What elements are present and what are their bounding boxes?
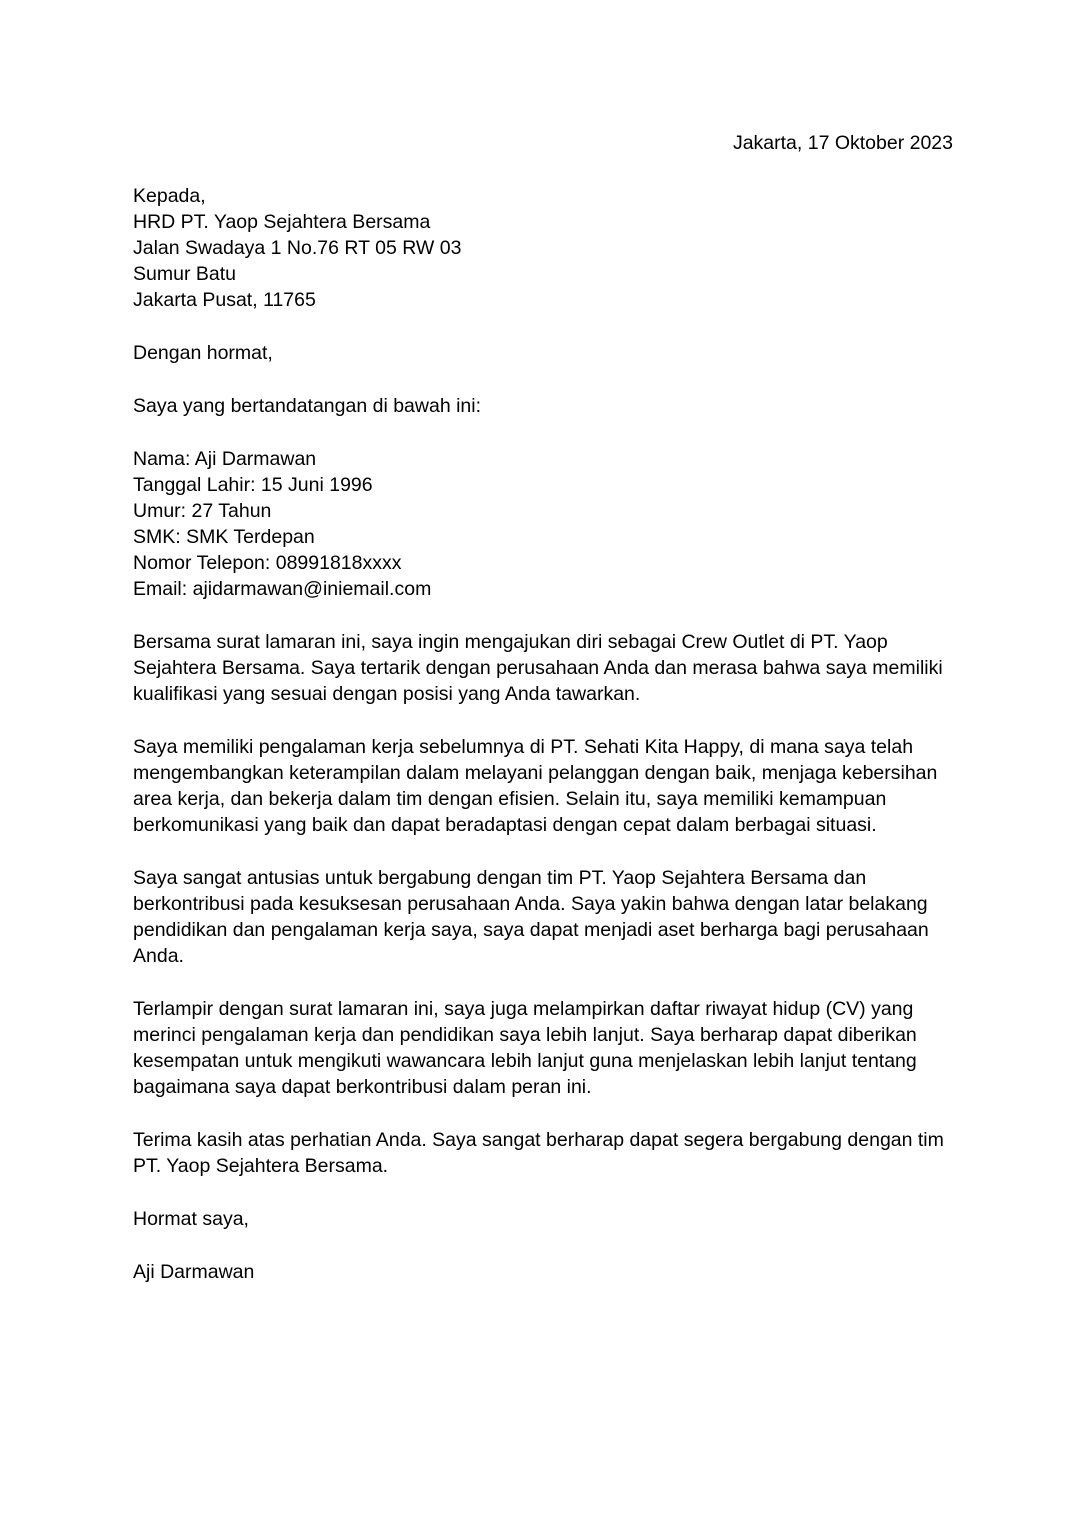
salutation: Dengan hormat, xyxy=(133,342,273,364)
recipient-line: Sumur Batu xyxy=(133,263,236,285)
recipient-line: Jalan Swadaya 1 No.76 RT 05 RW 03 xyxy=(133,237,462,259)
personal-detail-line: SMK: SMK Terdepan xyxy=(133,526,315,548)
personal-detail-line: Email: ajidarmawan@iniemail.com xyxy=(133,578,432,600)
recipient-line: Kepada, xyxy=(133,185,206,207)
recipient-block xyxy=(133,183,953,313)
recipient-line: HRD PT. Yaop Sejahtera Bersama xyxy=(133,211,431,233)
body-paragraph-attachment: Terlampir dengan surat lamaran ini, saya juga melampirkan daftar riwayat hidup (CV) yang merinci pengalaman kerja dan pendidikan saya lebih lanjut. Saya berharap dapat diberikan kesempatan untuk mengikuti wawancara lebih lanjut guna menjelaskan lebih lanjut tentang bagaimana saya dapat berkontribusi dalam peran ini. xyxy=(133,998,917,1098)
personal-detail-line: Umur: 27 Tahun xyxy=(133,500,272,522)
body-paragraph-enthusiasm: Saya sangat antusias untuk bergabung dengan tim PT. Yaop Sejahtera Bersama dan berkontribusi pada kesuksesan perusahaan Anda. Saya yakin bahwa dengan latar belakang pendidikan dan pengalaman kerja saya, saya dapat menjadi aset berharga bagi perusahaan Anda. xyxy=(133,867,929,967)
body-paragraph-experience: Saya memiliki pengalaman kerja sebelumnya di PT. Sehati Kita Happy, di mana saya telah mengembangkan keterampilan dalam melayani pelanggan dengan baik, menjaga kebersihan area kerja, dan bekerja dalam tim dengan efisien. Selain itu, saya memiliki kemampuan berkomunikasi yang baik dan dapat beradaptasi dengan cepat dalam berbagai situasi. xyxy=(133,736,938,836)
personal-detail-line: Nama: Aji Darmawan xyxy=(133,448,317,470)
personal-detail-line: Tanggal Lahir: 15 Juni 1996 xyxy=(133,474,373,496)
opening-line: Saya yang bertandatangan di bawah ini: xyxy=(133,395,482,417)
personal-details-block xyxy=(133,446,953,602)
body-paragraph-thanks: Terima kasih atas perhatian Anda. Saya sangat berharap dapat segera bergabung dengan tim PT. Yaop Sejahtera Bersama. xyxy=(133,1129,944,1177)
signature-name: Aji Darmawan xyxy=(133,1261,255,1283)
recipient-line: Jakarta Pusat, 11765 xyxy=(133,289,316,311)
personal-detail-line: Nomor Telepon: 08991818xxxx xyxy=(133,552,402,574)
body-paragraph-application: Bersama surat lamaran ini, saya ingin mengajukan diri sebagai Crew Outlet di PT. Yaop Sejahtera Bersama. Saya tertarik dengan perusahaan Anda dan merasa bahwa saya memiliki kualifikasi yang sesuai dengan posisi yang Anda tawarkan. xyxy=(133,631,943,705)
closing-salutation: Hormat saya, xyxy=(133,1208,249,1230)
date-line: Jakarta, 17 Oktober 2023 xyxy=(732,132,953,154)
